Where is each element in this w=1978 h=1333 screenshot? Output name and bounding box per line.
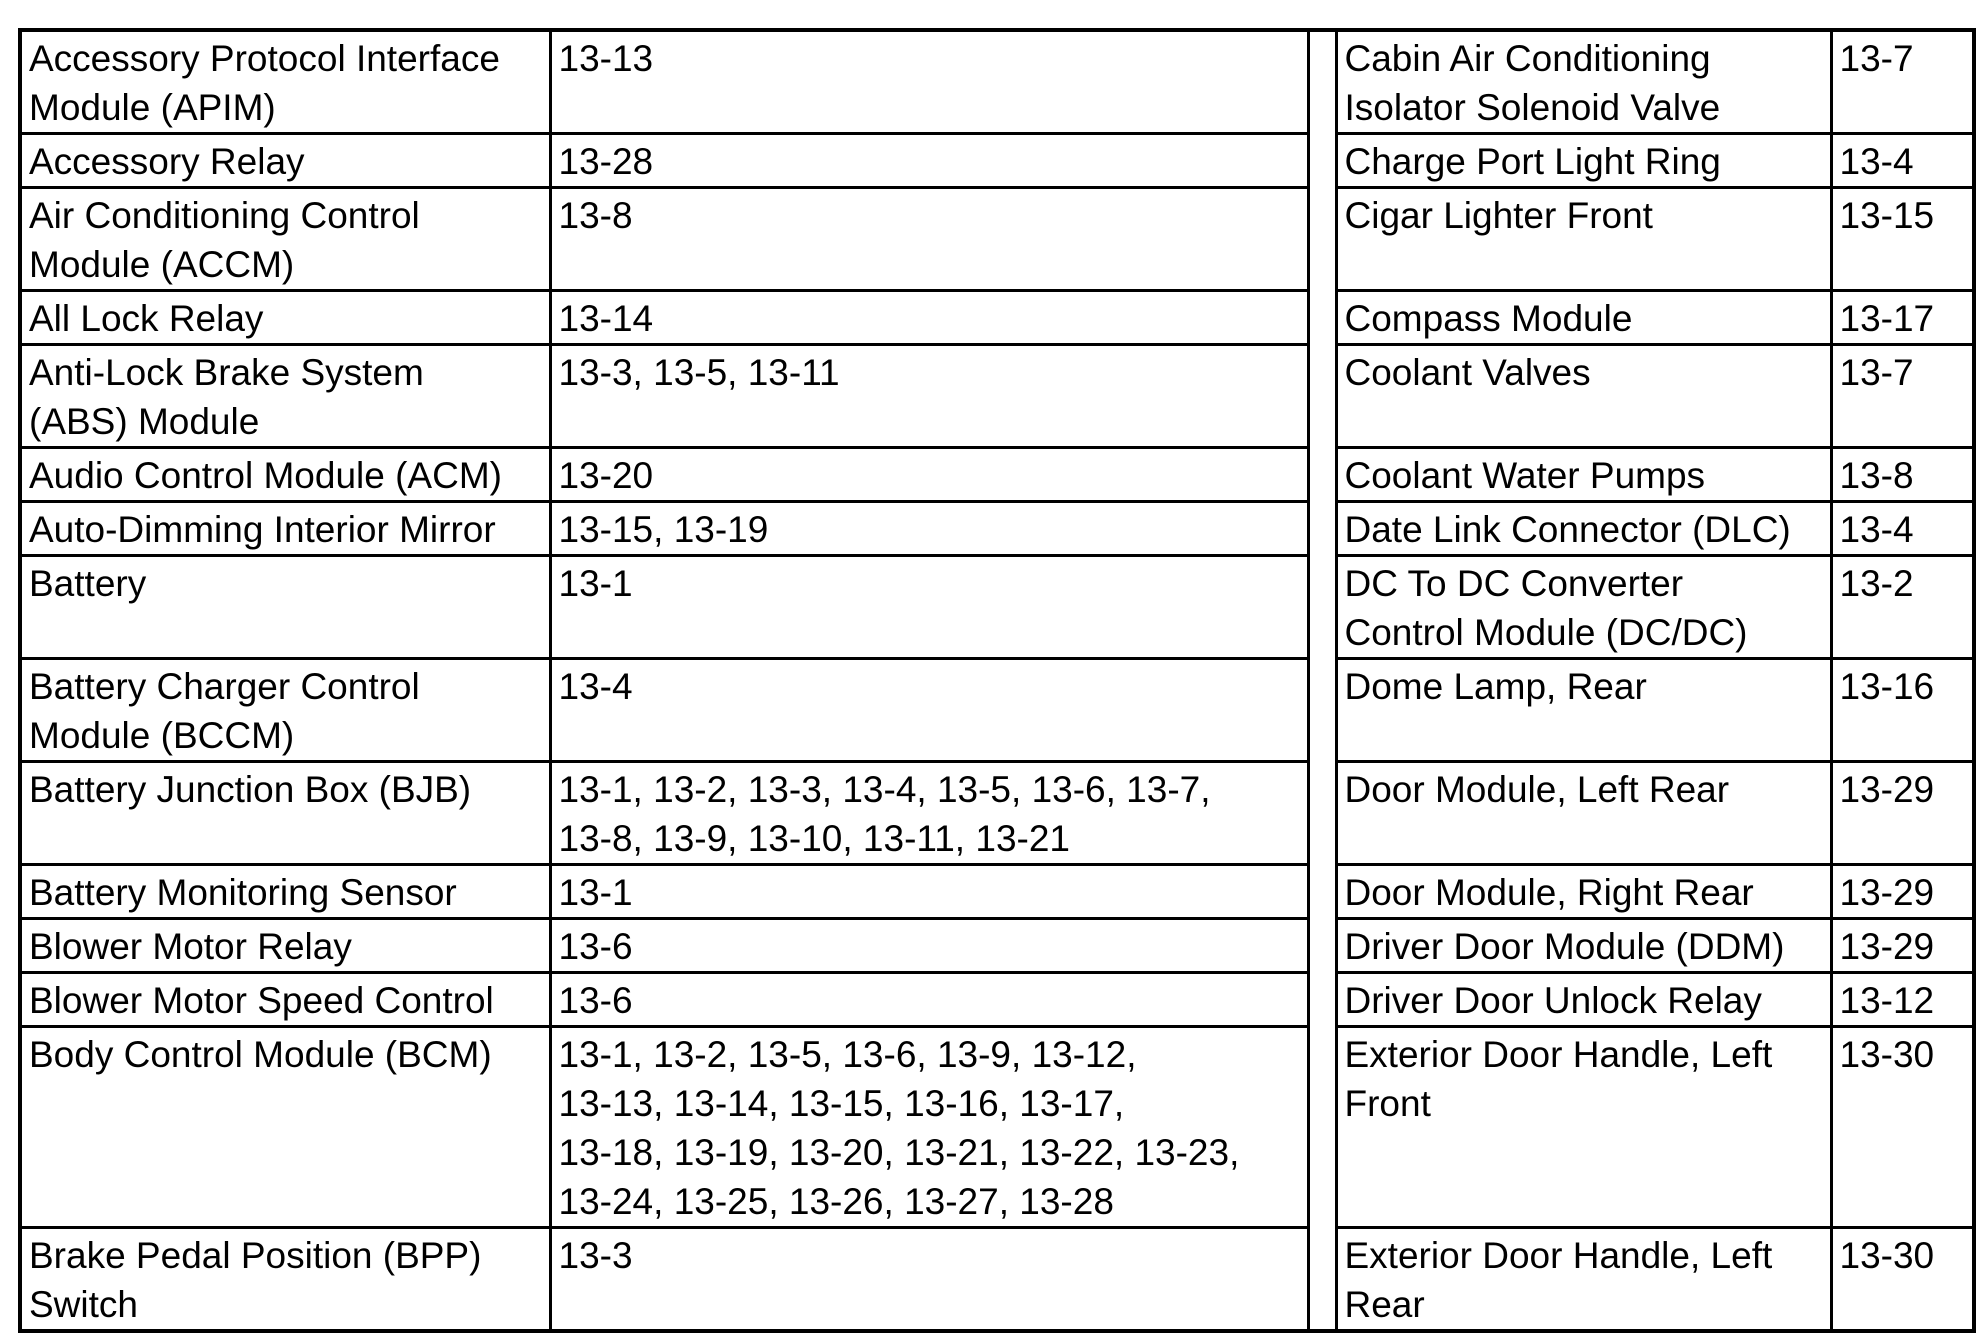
right-component-name: Charge Port Light Ring (1336, 134, 1831, 188)
right-component-name: Compass Module (1336, 291, 1831, 345)
table-row (20, 345, 1974, 448)
column-gap (1308, 973, 1336, 1027)
column-gap (1308, 919, 1336, 973)
column-gap (1308, 1027, 1336, 1228)
left-page-refs: 13-3, 13-5, 13-11 (550, 345, 1308, 448)
left-page-refs: 13-6 (550, 973, 1308, 1027)
column-gap (1308, 762, 1336, 865)
right-page-refs: 13-29 (1831, 865, 1974, 919)
index-table-body (20, 30, 1974, 1331)
right-page-refs: 13-2 (1831, 556, 1974, 659)
right-page-refs: 13-12 (1831, 973, 1974, 1027)
right-page-refs: 13-30 (1831, 1027, 1974, 1228)
column-gap (1308, 30, 1336, 134)
left-component-name: Body Control Module (BCM) (20, 1027, 550, 1228)
right-component-name: Driver Door Unlock Relay (1336, 973, 1831, 1027)
left-page-refs: 13-14 (550, 291, 1308, 345)
table-row (20, 448, 1974, 502)
right-component-name: Driver Door Module (DDM) (1336, 919, 1831, 973)
left-page-refs: 13-1, 13-2, 13-3, 13-4, 13-5, 13-6, 13-7, 13-8, 13-9, 13-10, 13-11, 13-21 (550, 762, 1308, 865)
left-component-name: Battery Charger Control Module (BCCM) (20, 659, 550, 762)
left-page-refs: 13-6 (550, 919, 1308, 973)
table-row (20, 30, 1974, 134)
table-row (20, 762, 1974, 865)
column-gap (1308, 865, 1336, 919)
left-component-name: Accessory Protocol Interface Module (APIM) (20, 30, 550, 134)
left-component-name: Anti-Lock Brake System (ABS) Module (20, 345, 550, 448)
column-gap (1308, 188, 1336, 291)
left-component-name: All Lock Relay (20, 291, 550, 345)
right-page-refs: 13-7 (1831, 345, 1974, 448)
left-component-name: Air Conditioning Control Module (ACCM) (20, 188, 550, 291)
right-page-refs: 13-29 (1831, 919, 1974, 973)
left-page-refs: 13-1, 13-2, 13-5, 13-6, 13-9, 13-12, 13-13, 13-14, 13-15, 13-16, 13-17, 13-18, 13-19, 13-20, 13-21, 13-22, 13-23, 13-24, 13-25, 13-26, 13-27, 13-28 (550, 1027, 1308, 1228)
right-page-refs: 13-4 (1831, 134, 1974, 188)
column-gap (1308, 291, 1336, 345)
table-row (20, 502, 1974, 556)
column-gap (1308, 448, 1336, 502)
left-page-refs: 13-8 (550, 188, 1308, 291)
left-component-name: Accessory Relay (20, 134, 550, 188)
table-row (20, 1228, 1974, 1332)
right-component-name: DC To DC Converter Control Module (DC/DC) (1336, 556, 1831, 659)
right-page-refs: 13-16 (1831, 659, 1974, 762)
table-row (20, 919, 1974, 973)
left-page-refs: 13-28 (550, 134, 1308, 188)
right-page-refs: 13-15 (1831, 188, 1974, 291)
right-component-name: Exterior Door Handle, Left Front (1336, 1027, 1831, 1228)
right-page-refs: 13-8 (1831, 448, 1974, 502)
table-row (20, 134, 1974, 188)
right-component-name: Door Module, Right Rear (1336, 865, 1831, 919)
table-row (20, 659, 1974, 762)
table-row (20, 865, 1974, 919)
table-row (20, 188, 1974, 291)
left-page-refs: 13-20 (550, 448, 1308, 502)
right-component-name: Door Module, Left Rear (1336, 762, 1831, 865)
column-gap (1308, 1228, 1336, 1332)
column-gap (1308, 134, 1336, 188)
table-row (20, 1027, 1974, 1228)
table-row (20, 556, 1974, 659)
left-page-refs: 13-13 (550, 30, 1308, 134)
column-gap (1308, 502, 1336, 556)
table-row (20, 973, 1974, 1027)
left-component-name: Battery Monitoring Sensor (20, 865, 550, 919)
column-gap (1308, 659, 1336, 762)
left-page-refs: 13-4 (550, 659, 1308, 762)
left-page-refs: 13-15, 13-19 (550, 502, 1308, 556)
left-component-name: Brake Pedal Position (BPP) Switch (20, 1228, 550, 1332)
right-component-name: Cigar Lighter Front (1336, 188, 1831, 291)
left-page-refs: 13-1 (550, 865, 1308, 919)
right-page-refs: 13-29 (1831, 762, 1974, 865)
right-page-refs: 13-30 (1831, 1228, 1974, 1332)
column-gap (1308, 345, 1336, 448)
left-page-refs: 13-3 (550, 1228, 1308, 1332)
right-component-name: Coolant Water Pumps (1336, 448, 1831, 502)
left-component-name: Blower Motor Relay (20, 919, 550, 973)
right-component-name: Exterior Door Handle, Left Rear (1336, 1228, 1831, 1332)
right-page-refs: 13-4 (1831, 502, 1974, 556)
left-component-name: Audio Control Module (ACM) (20, 448, 550, 502)
component-index-table (18, 28, 1976, 1333)
right-component-name: Coolant Valves (1336, 345, 1831, 448)
table-row (20, 291, 1974, 345)
right-component-name: Date Link Connector (DLC) (1336, 502, 1831, 556)
right-component-name: Cabin Air Conditioning Isolator Solenoid Valve (1336, 30, 1831, 134)
left-component-name: Auto-Dimming Interior Mirror (20, 502, 550, 556)
left-page-refs: 13-1 (550, 556, 1308, 659)
column-gap (1308, 556, 1336, 659)
right-page-refs: 13-17 (1831, 291, 1974, 345)
left-component-name: Battery (20, 556, 550, 659)
left-component-name: Blower Motor Speed Control (20, 973, 550, 1027)
left-component-name: Battery Junction Box (BJB) (20, 762, 550, 865)
right-component-name: Dome Lamp, Rear (1336, 659, 1831, 762)
right-page-refs: 13-7 (1831, 30, 1974, 134)
